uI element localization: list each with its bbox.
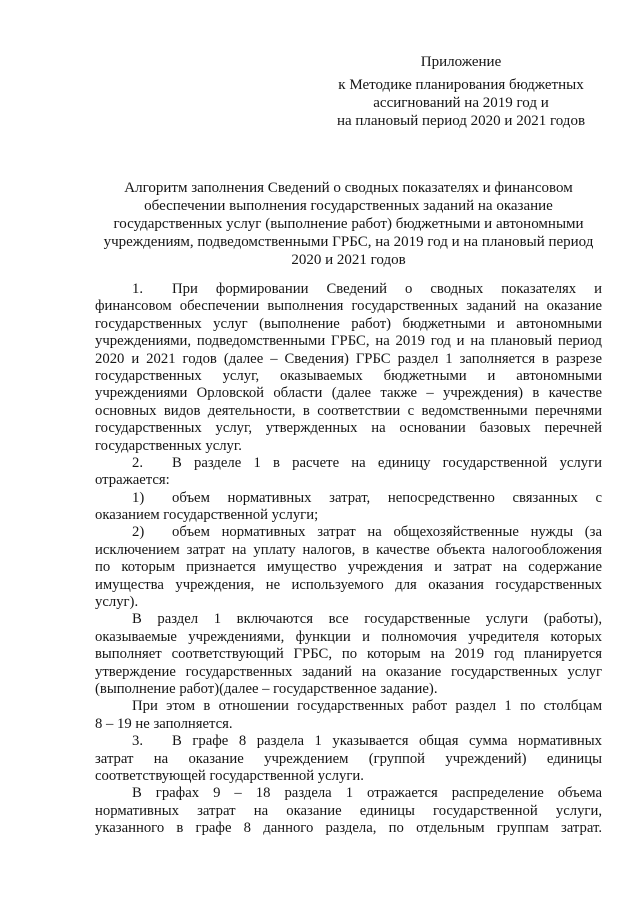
paragraph-line: финансовом обеспечении выполнения государственных заданий на оказание xyxy=(95,298,602,315)
paragraph-line: соответствующей государственной услуги. xyxy=(95,767,364,784)
paragraph-line: указанного в графе 8 данного раздела, по отдельным группам затрат. xyxy=(95,820,602,837)
document-body xyxy=(95,281,602,838)
paragraph-line xyxy=(95,281,602,298)
paragraph-line: учреждениями, подведомственными ГРБС, на 2019 год и на плановый период xyxy=(95,333,602,350)
paragraph-line: утверждение государственных заданий на оказание государственных услуг xyxy=(95,663,602,680)
paragraph-text: В разделе 1 в расчете на единицу государственной услуги xyxy=(172,454,602,471)
paragraph-line: (выполнение работ)(далее – государственное задание). xyxy=(95,680,438,697)
paragraph-line: выполняет соответствующий ГРБС, по которым на 2019 год планируется xyxy=(95,646,602,663)
paragraph-line: оказываемые учреждениями, функции и полномочия учредителя которых xyxy=(95,628,602,645)
paragraph-line: имущества учреждения, не используемого для оказания государственных xyxy=(95,576,602,593)
title-line: учреждениям, подведомственными ГРБС, на 2019 год и на плановый период xyxy=(103,234,594,250)
paragraph-text: объем нормативных затрат, непосредственно связанных с xyxy=(172,489,602,506)
paragraph-line: государственных услуг, оказываемых бюджетными и автономными xyxy=(95,367,602,384)
title-line: 2020 и 2021 годов xyxy=(291,252,406,268)
paragraph-text: При формировании Сведений о сводных показателях и xyxy=(172,281,602,297)
appendix-header xyxy=(320,53,602,130)
item-number: 1. xyxy=(132,281,144,297)
item-number: 3. xyxy=(132,733,144,750)
title-line: Алгоритм заполнения Сведений о сводных показателях и финансовом xyxy=(124,180,573,196)
paragraph-line: основных видов деятельности, в соответствии с ведомственными перечнями xyxy=(95,402,602,419)
item-number: 2) xyxy=(132,524,145,541)
paragraph-line xyxy=(95,733,602,750)
item-number: 1) xyxy=(132,489,145,506)
paragraph-line: отражается: xyxy=(95,472,170,489)
paragraph-line: государственных услуг, утвержденных на основании базовых перечней xyxy=(95,420,602,437)
paragraph-line xyxy=(95,524,602,541)
paragraph-line xyxy=(95,490,602,507)
paragraph-line: исключением затрат на уплату налогов, в качестве объекта налогообложения xyxy=(95,541,602,558)
item-number: 2. xyxy=(132,454,144,471)
paragraph-line: учреждениями Орловской области (далее также – учреждения) в качестве xyxy=(95,385,602,402)
paragraph-text: В графе 8 раздела 1 указывается общая сумма нормативных xyxy=(172,733,602,750)
paragraph-line: 2020 и 2021 годов (далее – Сведения) ГРБС раздел 1 заполняется в разрезе xyxy=(95,350,602,367)
paragraph-line: При этом в отношении государственных работ раздел 1 по столбцам xyxy=(132,698,602,715)
document-title xyxy=(95,179,602,269)
appendix-label: Приложение xyxy=(420,54,502,70)
paragraph-line: государственных услуг. xyxy=(95,437,242,454)
appendix-line: ассигнований на 2019 год и xyxy=(373,95,549,111)
paragraph-line: В раздел 1 включаются все государственные услуги (работы), xyxy=(132,611,602,628)
paragraph-line: нормативных затрат на оказание единицы государственной услуги, xyxy=(95,802,602,819)
appendix-line: на плановый период 2020 и 2021 годов xyxy=(336,113,586,129)
appendix-line: к Методике планирования бюджетных xyxy=(338,77,584,93)
paragraph-line: государственных услуг (выполнение работ) бюджетными и автономными xyxy=(95,315,602,332)
title-line: государственных услуг (выполнение работ) бюджетными и автономными xyxy=(113,216,584,232)
paragraph-text: объем нормативных затрат на общехозяйственные нужды (за xyxy=(172,524,602,541)
paragraph-line: 8 – 19 не заполняется. xyxy=(95,715,233,732)
paragraph-line: оказанием государственной услуги; xyxy=(95,507,319,524)
paragraph-line xyxy=(95,455,602,472)
paragraph-line: услуг). xyxy=(95,594,139,611)
title-line: обеспечении выполнения государственных заданий на оказание xyxy=(144,198,553,214)
paragraph-line: В графах 9 – 18 раздела 1 отражается распределение объема xyxy=(132,785,602,802)
paragraph-line: по которым признается имущество учреждения и затрат на содержание xyxy=(95,559,602,576)
paragraph-line: затрат на оказание учреждением (группой учреждений) единицы xyxy=(95,750,602,767)
